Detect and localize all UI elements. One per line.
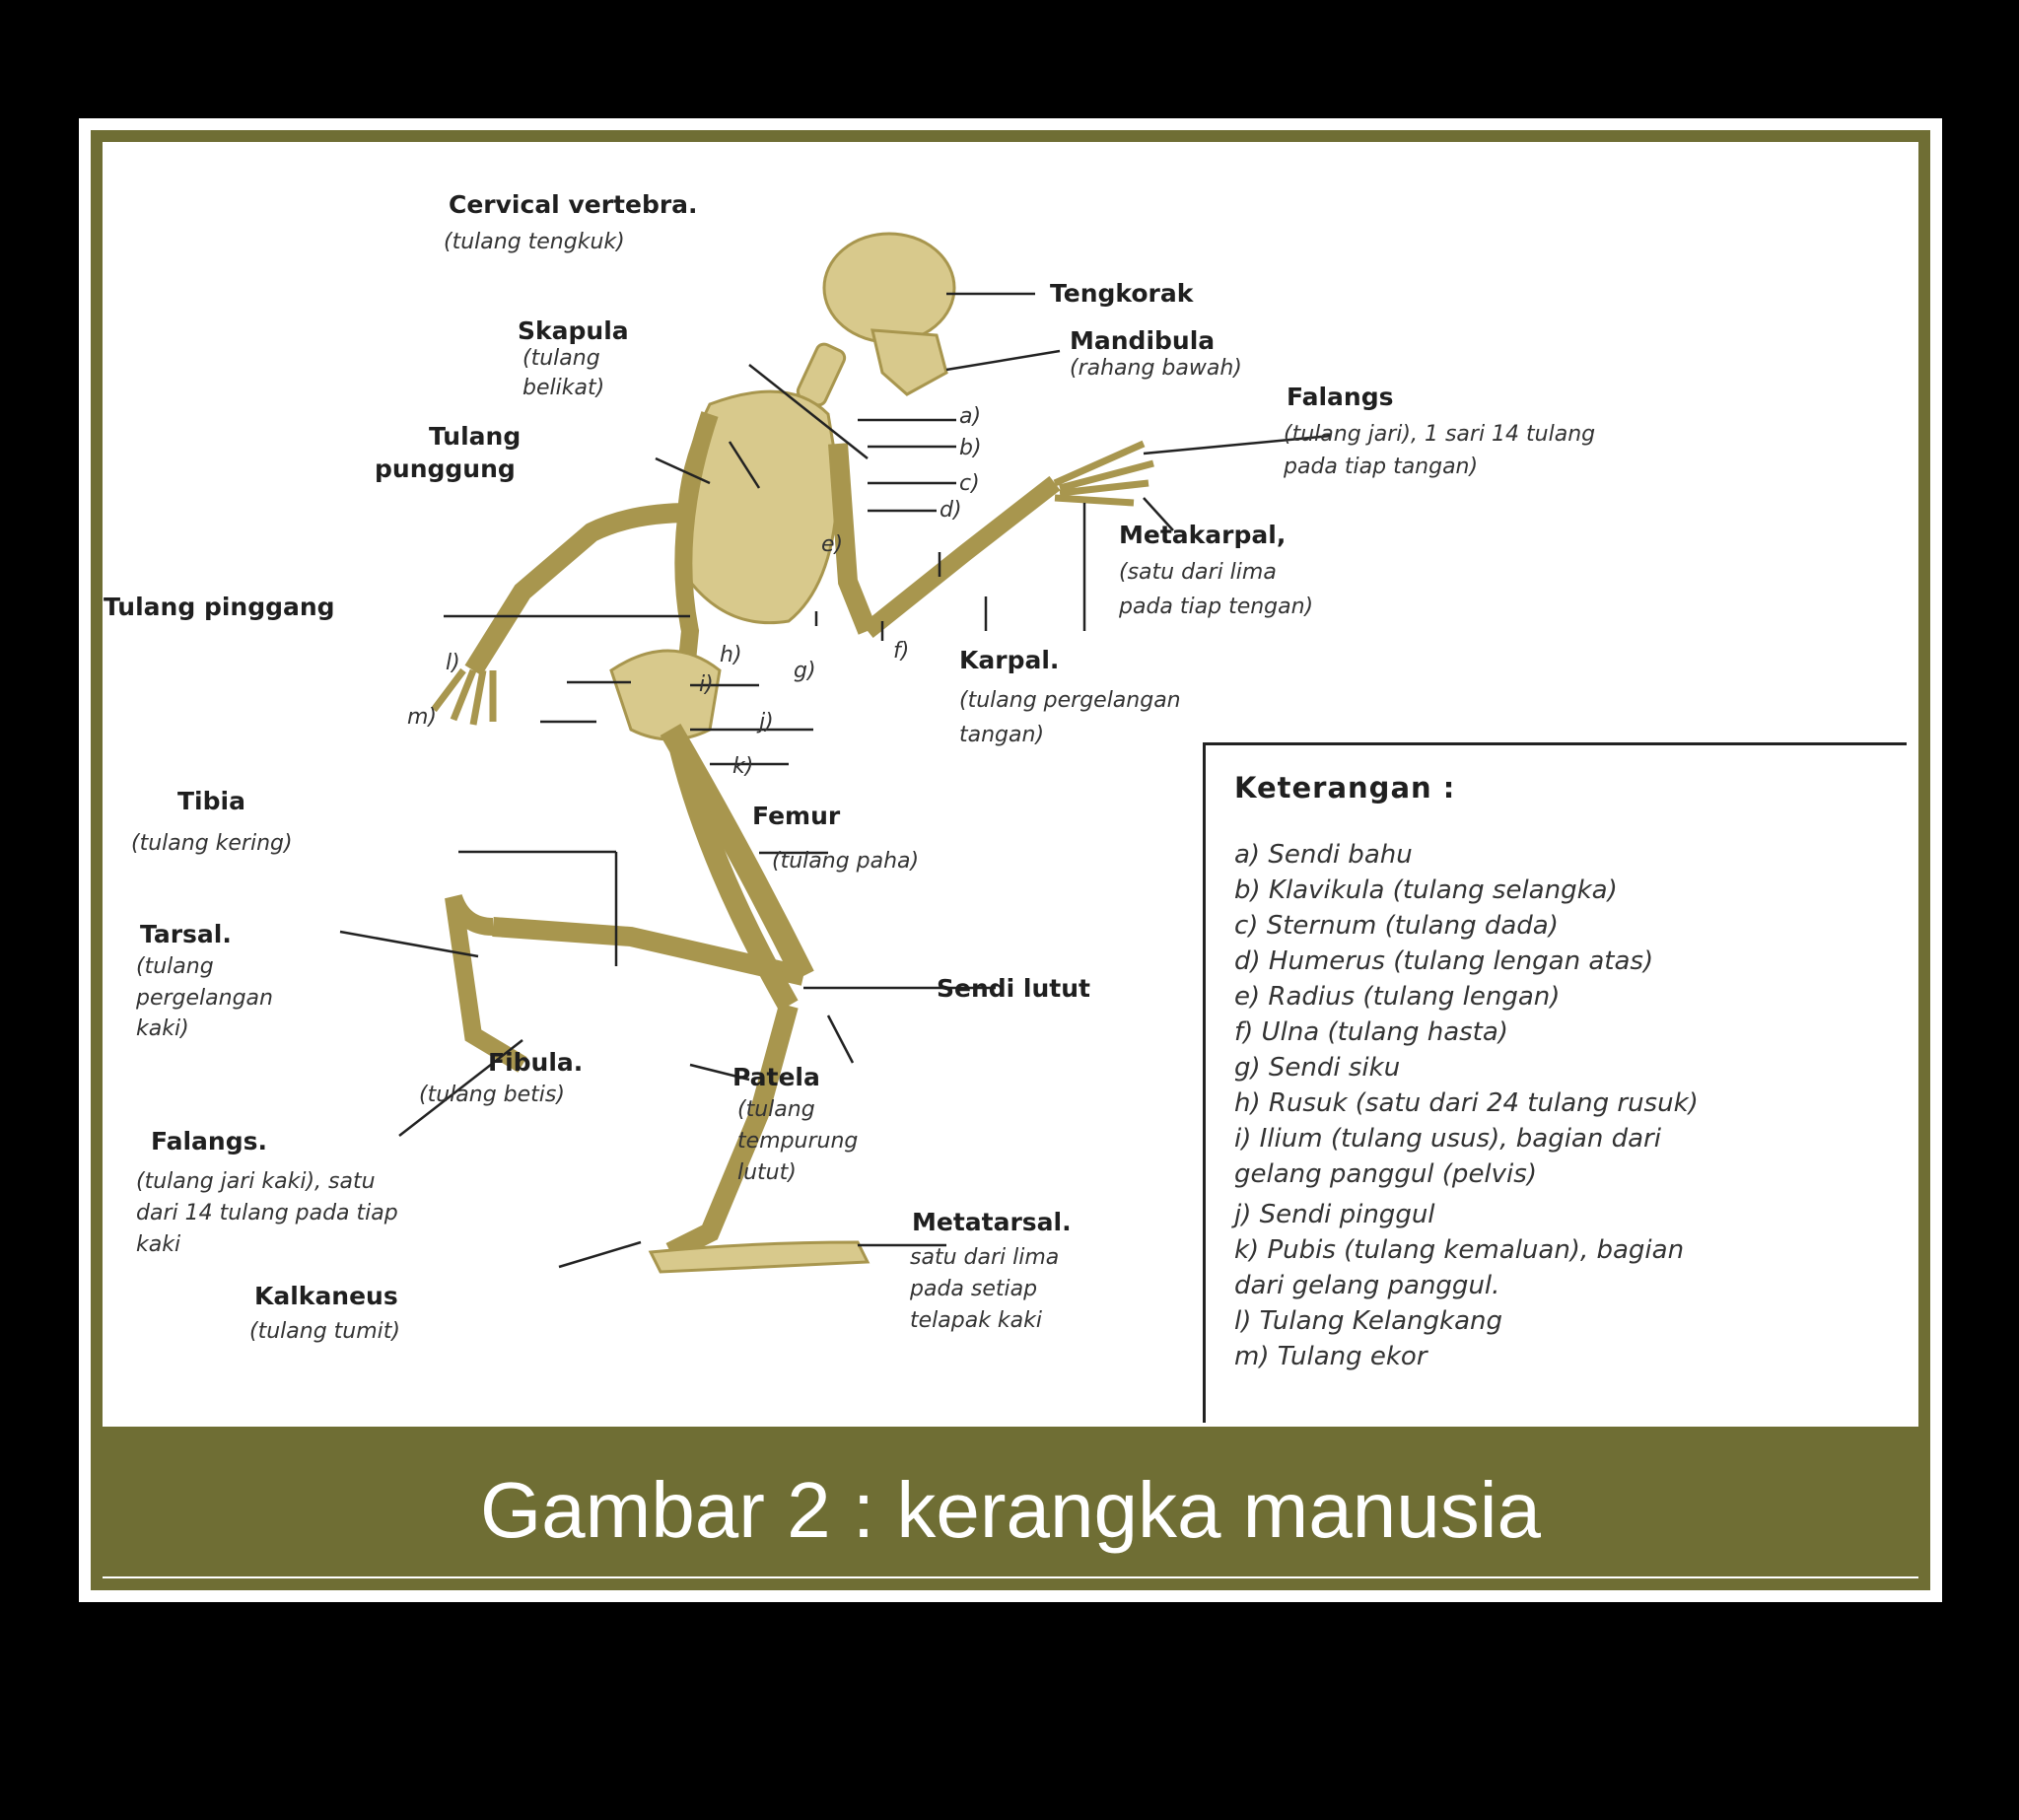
legend-item: c) Sternum (tulang dada) [1234, 911, 1559, 941]
label-tengkorak: Tengkorak [1050, 279, 1194, 308]
label-tibia-title: Tibia [177, 787, 245, 815]
label-karpal-title: Karpal. [959, 646, 1060, 674]
label-karpal-sub1: (tulang pergelangan [959, 688, 1181, 713]
letter-a: a) [959, 404, 982, 429]
label-patela-sub1: (tulang [737, 1097, 815, 1122]
label-mandibula-title: Mandibula [1070, 326, 1216, 355]
figure-frame [79, 118, 1942, 1602]
legend-item: b) Klavikula (tulang selangka) [1234, 875, 1618, 905]
label-falangs-foot-sub2: dari 14 tulang pada tiap [136, 1201, 398, 1225]
label-skapula-sub2: belikat) [522, 376, 605, 400]
figure-caption: Gambar 2 : kerangka manusia [479, 1466, 1542, 1554]
legend-item: g) Sendi siku [1234, 1053, 1401, 1083]
letter-f: f) [893, 639, 910, 664]
mandible [872, 330, 946, 394]
back-arm [473, 513, 690, 670]
label-cervical-title: Cervical vertebra. [449, 190, 698, 219]
legend-item: m) Tulang ekor [1234, 1342, 1427, 1371]
label-metatarsal-sub3: telapak kaki [910, 1308, 1043, 1333]
label-metakarpal-sub1: (satu dari lima [1119, 560, 1277, 585]
letter-g: g) [794, 659, 816, 683]
label-sendi-lutut: Sendi lutut [937, 974, 1090, 1003]
label-fibula-title: Fibula. [488, 1048, 584, 1077]
letter-k: k) [732, 754, 754, 779]
legend-item: j) Sendi pinggul [1234, 1200, 1435, 1229]
label-punggung-title2: punggung [375, 455, 516, 483]
letter-i: i) [699, 672, 714, 697]
label-tarsal-sub3: kaki) [136, 1016, 189, 1041]
label-falangs-hand-sub1: (tulang jari), 1 sari 14 tulang [1284, 422, 1596, 447]
label-kalkaneus-sub: (tulang tumit) [249, 1319, 400, 1344]
label-tarsal-sub1: (tulang [136, 954, 214, 979]
label-patela-title: Patela [732, 1063, 820, 1091]
letter-l: l) [446, 651, 460, 675]
letter-b: b) [959, 436, 982, 460]
label-metatarsal-sub2: pada setiap [910, 1277, 1038, 1301]
label-tibia-sub: (tulang kering) [131, 831, 293, 856]
label-falangs-foot-sub1: (tulang jari kaki), satu [136, 1169, 376, 1194]
label-falangs-foot-sub3: kaki [136, 1232, 181, 1257]
letter-c: c) [959, 471, 980, 496]
skull [824, 234, 954, 342]
label-falangs-hand-title: Falangs [1287, 383, 1394, 411]
label-patela-sub3: lutut) [737, 1160, 797, 1185]
letter-h: h) [720, 643, 742, 667]
label-falangs-foot-title: Falangs. [151, 1127, 267, 1155]
label-metatarsal-title: Metatarsal. [912, 1208, 1072, 1236]
legend-item: d) Humerus (tulang lengan atas) [1234, 946, 1654, 976]
letter-m: m) [407, 705, 438, 730]
label-fibula-sub: (tulang betis) [419, 1083, 565, 1107]
label-femur-sub: (tulang paha) [772, 849, 920, 874]
label-metakarpal-sub2: pada tiap tengan) [1119, 595, 1314, 619]
legend-item: a) Sendi bahu [1234, 840, 1413, 870]
label-patela-sub2: tempurung [737, 1129, 859, 1154]
letter-d: d) [940, 498, 962, 523]
label-metatarsal-sub1: satu dari lima [910, 1245, 1060, 1270]
legend-item: dari gelang panggul. [1234, 1271, 1500, 1300]
label-mandibula-sub: (rahang bawah) [1070, 356, 1242, 381]
front-hand [1055, 444, 1153, 503]
back-hand [434, 670, 493, 725]
label-cervical-sub: (tulang tengkuk) [444, 230, 625, 254]
label-punggung-title1: Tulang [429, 422, 522, 451]
label-tulang-pinggang: Tulang pinggang [104, 593, 335, 621]
label-skapula-title: Skapula [518, 316, 629, 345]
letter-j: j) [759, 710, 774, 735]
label-kalkaneus-title: Kalkaneus [254, 1282, 398, 1310]
legend-item: l) Tulang Kelangkang [1234, 1306, 1503, 1336]
label-tarsal-sub2: pergelangan [136, 986, 273, 1011]
label-metakarpal-title: Metakarpal, [1119, 521, 1287, 549]
legend-item: h) Rusuk (satu dari 24 tulang rusuk) [1234, 1088, 1699, 1118]
legend-item: e) Radius (tulang lengan) [1234, 982, 1561, 1012]
legend-item: i) Ilium (tulang usus), bagian dari [1234, 1124, 1661, 1154]
label-femur-title: Femur [752, 802, 841, 830]
label-falangs-hand-sub2: pada tiap tangan) [1284, 455, 1479, 479]
legend-title: Keterangan : [1234, 771, 1456, 805]
label-karpal-sub2: tangan) [959, 723, 1045, 747]
label-tarsal-title: Tarsal. [140, 920, 232, 948]
legend-item: k) Pubis (tulang kemaluan), bagian [1234, 1235, 1685, 1265]
letter-e: e) [821, 532, 844, 557]
legend-item: f) Ulna (tulang hasta) [1234, 1017, 1508, 1047]
label-skapula-sub1: (tulang [522, 346, 600, 371]
legend-item: gelang panggul (pelvis) [1234, 1159, 1537, 1189]
